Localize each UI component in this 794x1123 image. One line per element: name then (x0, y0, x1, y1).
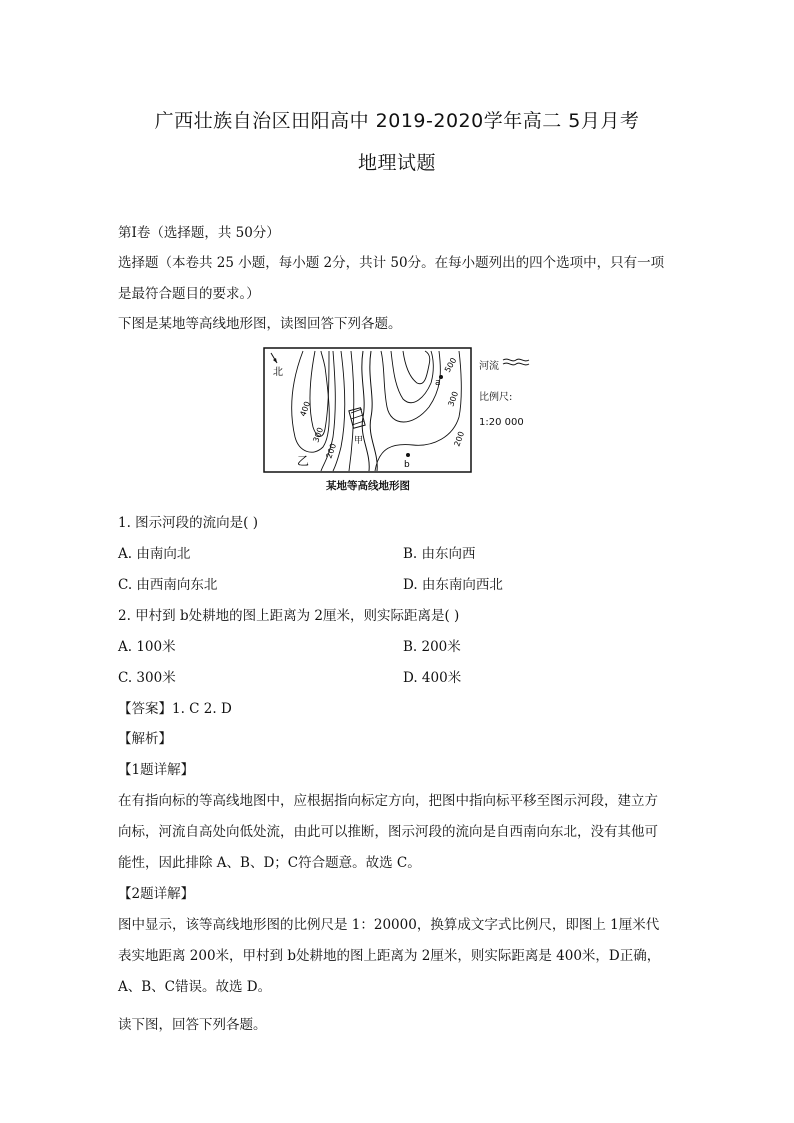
q1-option-a: A. 由南向北 (118, 546, 191, 562)
q2-option-c: C. 300米 (118, 670, 176, 686)
figure-intro: 下图是某地等高线地形图，读图回答下列各题。 (118, 316, 402, 332)
legend-scale-value: 1:20 000 (479, 417, 524, 428)
legend-river-label: 河流 (479, 361, 499, 372)
point-b (406, 453, 410, 457)
contour-label: 400 (298, 400, 313, 418)
exam-title: 广西壮族自治区田阳高中 2019-2020学年高二 5月月考 (154, 110, 640, 132)
analysis-heading: 【解析】 (118, 731, 172, 747)
point-a-label: a (435, 378, 441, 388)
figure-caption: 某地等高线地形图 (326, 480, 410, 492)
question-2-stem: 2. 甲村到 b处耕地的图上距离为 2厘米，则实际距离是( ) (118, 608, 460, 624)
question-1-stem: 1. 图示河段的流向是( ) (118, 515, 258, 531)
q2-detail-heading: 【2题详解】 (118, 886, 195, 902)
instructions-line-2: 是最符合题目的要求。） (118, 286, 260, 302)
contour-label: 300 (446, 390, 461, 408)
contour-label: 200 (452, 430, 467, 448)
exam-subject: 地理试题 (357, 152, 436, 174)
contour-label: 200 (324, 442, 339, 460)
yi-label: 乙 (297, 454, 310, 468)
q2-detail-line: 表实地距离 200米，甲村到 b处耕地的图上距离为 2厘米，则实际距离是 400米，D正确， (118, 948, 661, 964)
q1-detail-line: 能性，因此排除 A、B、D；C符合题意。故选 C。 (118, 855, 421, 871)
q2-detail-line: 图中显示，该等高线地形图的比例尺是 1：20000，换算成文字式比例尺，即图上 1厘米代 (118, 917, 660, 933)
contour-map (263, 347, 475, 475)
q2-option-a: A. 100米 (118, 639, 176, 655)
contour-label: 500 (442, 356, 459, 374)
village-label: 甲 (354, 436, 364, 446)
q1-detail-heading: 【1题详解】 (118, 762, 195, 778)
river-legend-icon (502, 356, 530, 368)
contour-label: 300 (311, 426, 326, 444)
q1-detail-line: 向标，河流自高处向低处流，由此可以推断，图示河段的流向是自西南向东北，没有其他可 (118, 824, 658, 840)
q1-option-c: C. 由西南向东北 (118, 577, 218, 593)
q1-option-d: D. 由东南向西北 (403, 577, 503, 593)
answer-line: 【答案】1. C 2. D (118, 701, 232, 717)
legend-scale-title: 比例尺: (479, 392, 513, 403)
q1-option-b: B. 由东向西 (403, 546, 476, 562)
instructions-line-1: 选择题（本卷共 25 小题，每小题 2分，共计 50分。在每小题列出的四个选项中，只有一项 (118, 255, 665, 271)
north-label: 北 (273, 367, 283, 378)
point-b-label: b (404, 460, 410, 470)
q1-detail-line: 在有指向标的等高线地图中，应根据指向标定方向，把图中指向标平移至图示河段，建立方 (118, 793, 658, 809)
section-heading: 第Ⅰ卷（选择题，共 50分） (118, 225, 280, 241)
closing-line: 读下图，回答下列各题。 (118, 1017, 267, 1033)
q2-option-d: D. 400米 (403, 670, 462, 686)
q2-detail-line: A、B、C错误。故选 D。 (118, 979, 272, 995)
q2-option-b: B. 200米 (403, 639, 461, 655)
